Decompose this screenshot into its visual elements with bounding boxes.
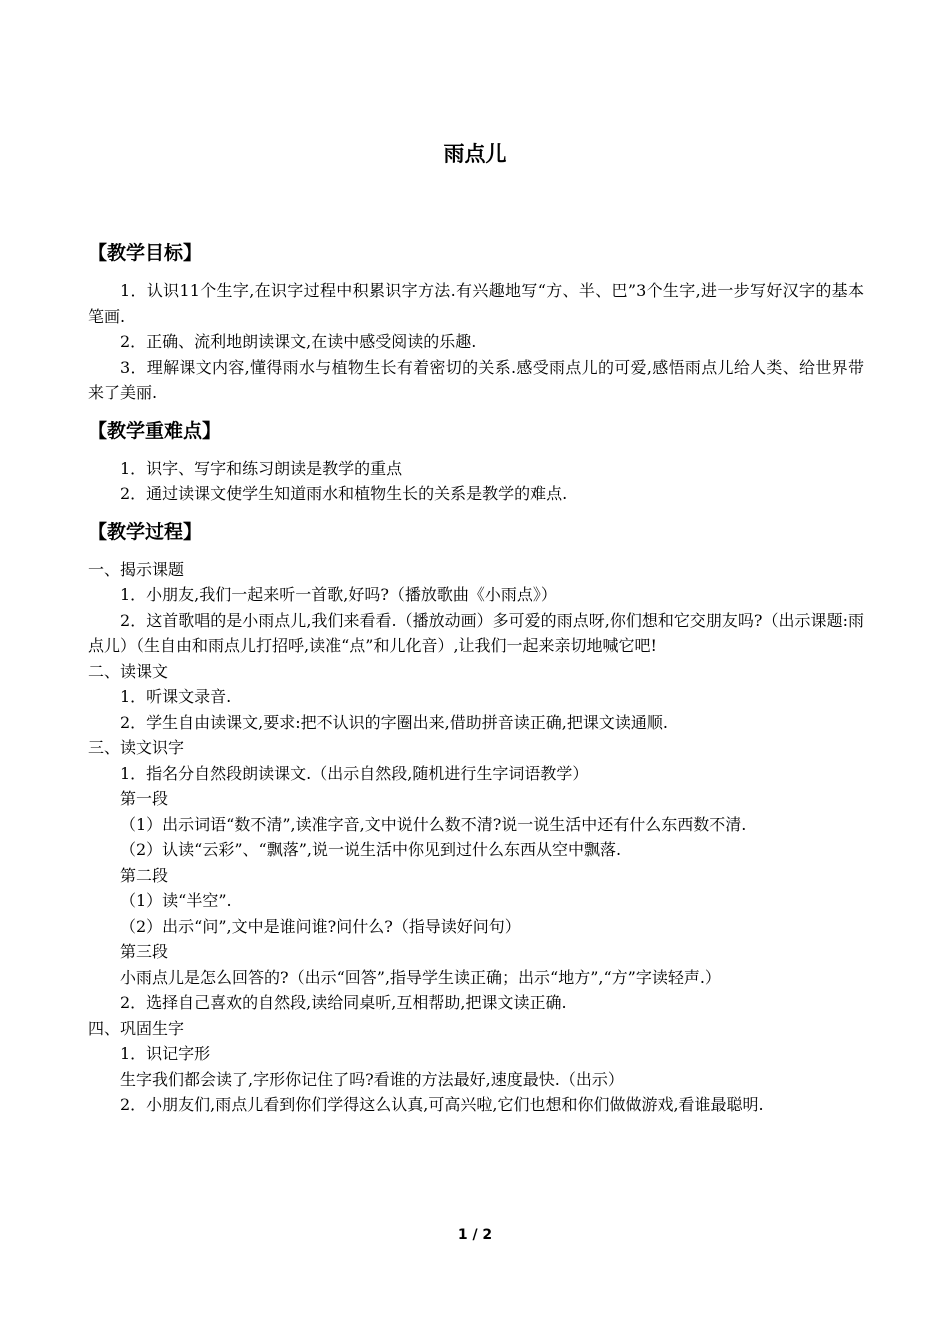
process-step-heading: 一、揭示课题 — [88, 559, 185, 579]
process-subheading: 第二段 — [120, 865, 169, 885]
process-line: 1．听课文录音. — [120, 687, 232, 706]
section-heading-process: 【教学过程】 — [88, 520, 203, 543]
keypoint-item: 2．通过读课文使学生知道雨水和植物生长的关系是教学的难点. — [120, 484, 568, 503]
process-line: 1．识记字形 — [120, 1044, 211, 1063]
process-line: 生字我们都会读了,字形你记住了吗?看谁的方法最好,速度最快.（出示） — [120, 1069, 624, 1089]
goal-item: 2．正确、流利地朗读课文,在读中感受阅读的乐趣. — [120, 332, 477, 351]
process-step-heading: 二、读课文 — [88, 661, 169, 681]
section-heading-goals: 【教学目标】 — [88, 242, 203, 264]
process-step-heading: 三、读文识字 — [88, 738, 185, 757]
process-line: 2．这首歌唱的是小雨点儿,我们来看看.（播放动画）多可爱的雨点呀,你们想和它交朋友吗?（出示课题:雨点儿）（生自由和雨点儿打招呼,读准“点”和儿化音）,让我们一起来亲切地喊它吧! — [88, 610, 864, 655]
process-line: 小雨点儿是怎么回答的?（出示“回答”,指导学生读正确；出示“地方”,“方”字读轻声.） — [120, 967, 721, 987]
process-line: 2．小朋友们,雨点儿看到你们学得这么认真,可高兴啦,它们也想和你们做做游戏,看谁最聪明. — [120, 1095, 764, 1114]
process-line: 2．学生自由读课文,要求:把不认识的字圈出来,借助拼音读正确,把课文读通顺. — [120, 712, 668, 732]
process-line: （1）读“半空”. — [120, 891, 232, 910]
page-title: 雨点儿 — [443, 142, 507, 166]
page-number: 1 / 2 — [457, 1227, 493, 1243]
document-body — [88, 238, 864, 1118]
process-step-heading: 四、巩固生字 — [88, 1018, 185, 1038]
keypoint-item: 1．识字、写字和练习朗读是教学的重点 — [120, 458, 403, 478]
process-subheading: 第三段 — [120, 942, 169, 961]
process-line: （2）出示“问”,文中是谁问谁?问什么?（指导读好问句） — [120, 916, 521, 936]
goal-item: 3．理解课文内容,懂得雨水与植物生长有着密切的关系.感受雨点儿的可爱,感悟雨点儿给人类、给世界带来了美丽. — [88, 357, 864, 402]
process-line: 1．指名分自然段朗读课文.（出示自然段,随机进行生字词语教学） — [120, 763, 589, 783]
process-line: 2．选择自己喜欢的自然段,读给同桌听,互相帮助,把课文读正确. — [120, 993, 567, 1012]
section-heading-keypoints: 【教学重难点】 — [88, 419, 222, 442]
process-line: 1．小朋友,我们一起来听一首歌,好吗?（播放歌曲《小雨点》） — [120, 585, 557, 604]
process-line: （1）出示词语“数不清”,读准字音,文中说什么数不清?说一说生活中还有什么东西数不清. — [120, 814, 747, 834]
process-line: （2）认读“云彩”、“飘落”,说一说生活中你见到过什么东西从空中飘落. — [120, 840, 622, 859]
goal-item: 1．认识11个生字,在识字过程中积累识字方法.有兴趣地写“方、半、巴”3个生字,进一步写好汉字的基本笔画. — [88, 281, 864, 326]
process-subheading: 第一段 — [120, 789, 169, 808]
